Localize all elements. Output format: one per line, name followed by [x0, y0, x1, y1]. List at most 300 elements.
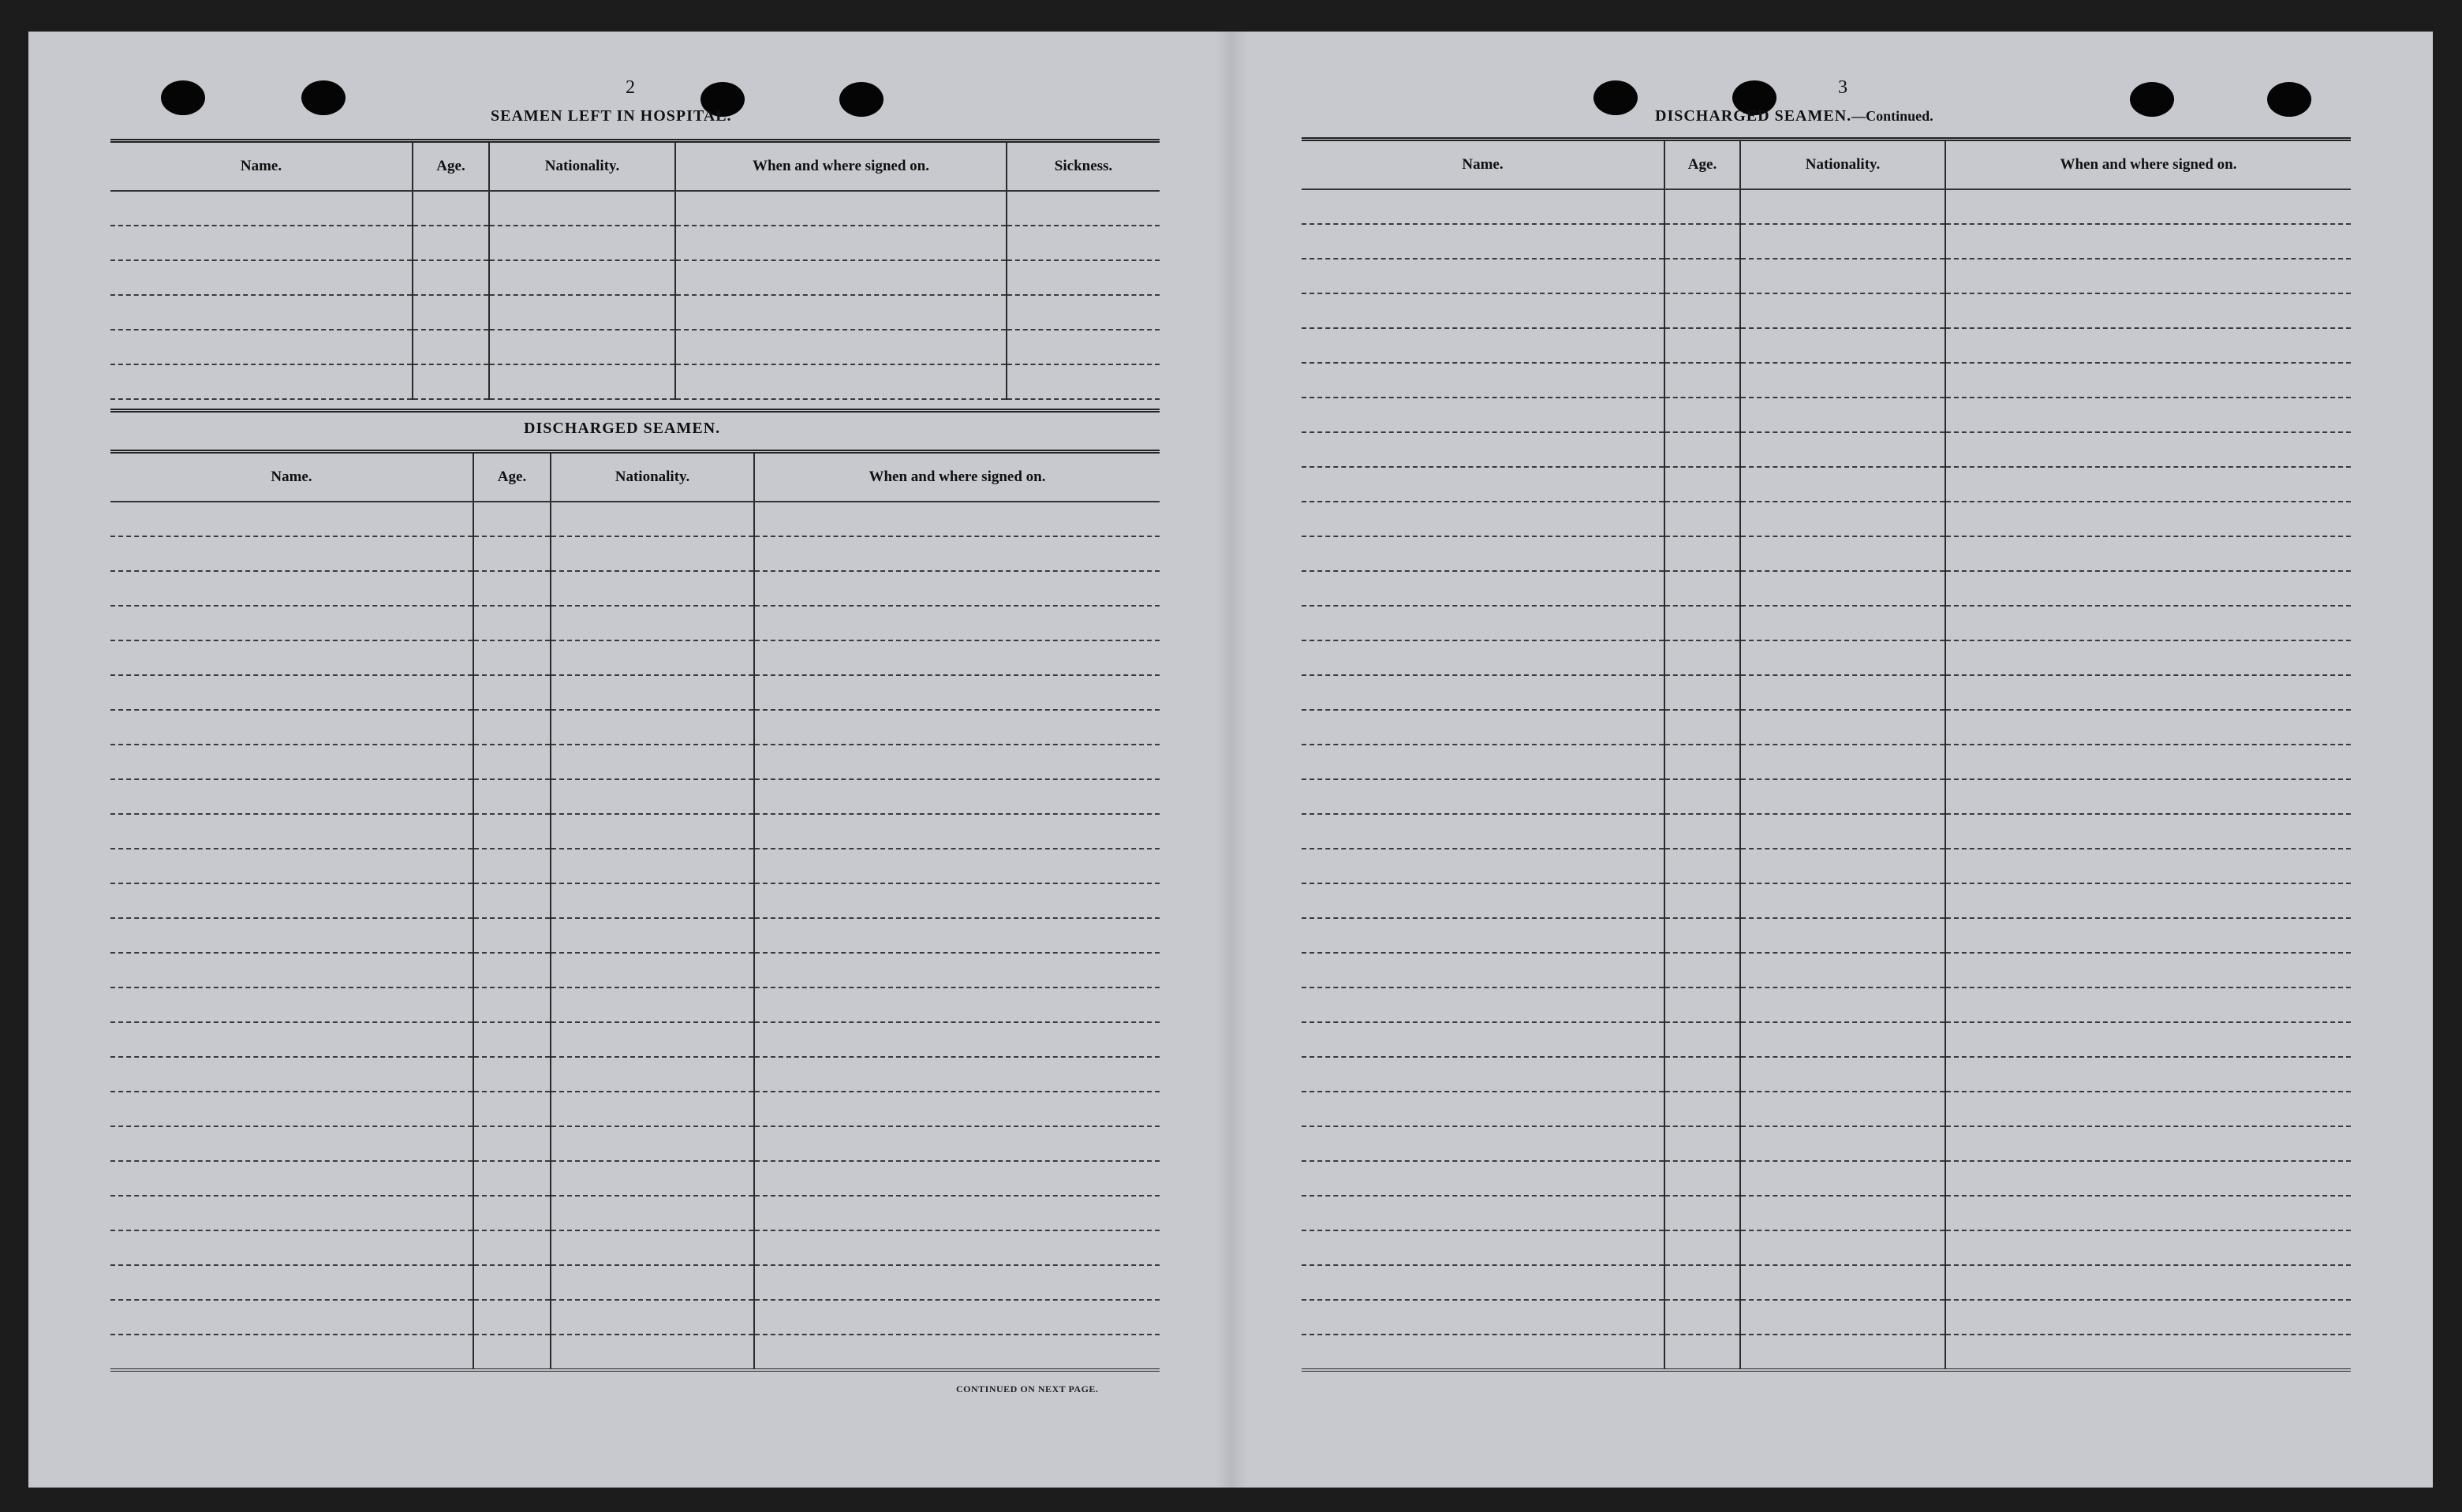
blank-entry-cell	[1740, 953, 1945, 987]
blank-entry-cell	[1664, 918, 1740, 953]
section-title-text: DISCHARGED SEAMEN.	[1655, 107, 1852, 125]
blank-entry-cell	[1945, 1196, 2351, 1230]
blank-entry-cell	[413, 226, 489, 260]
table-row	[110, 571, 1160, 606]
blank-entry-cell	[473, 675, 551, 710]
blank-entry-cell	[110, 606, 473, 640]
blank-entry-cell	[110, 330, 413, 364]
table-row	[1302, 502, 2351, 536]
form-spread	[28, 32, 2433, 1488]
table-row	[1302, 1196, 2351, 1230]
blank-entry-cell	[413, 364, 489, 399]
table-row	[1302, 918, 2351, 953]
table-row	[1302, 1265, 2351, 1300]
blank-entry-cell	[551, 675, 754, 710]
blank-entry-cell	[1007, 260, 1160, 295]
blank-entry-cell	[551, 883, 754, 918]
blank-entry-cell	[754, 536, 1160, 571]
table-row	[110, 1196, 1160, 1230]
blank-entry-cell	[1740, 883, 1945, 918]
table-row	[1302, 987, 2351, 1022]
blank-entry-cell	[1740, 1335, 1945, 1370]
blank-entry-cell	[1945, 1265, 2351, 1300]
hospital-table	[110, 139, 1160, 400]
blank-entry-cell	[473, 1126, 551, 1161]
blank-entry-cell	[1664, 224, 1740, 259]
blank-entry-cell	[1740, 1092, 1945, 1126]
blank-entry-cell	[1302, 1230, 1664, 1265]
blank-entry-cell	[1740, 224, 1945, 259]
blank-entry-cell	[551, 1092, 754, 1126]
blank-entry-cell	[1664, 1126, 1740, 1161]
table-row	[1302, 363, 2351, 398]
blank-entry-cell	[1945, 814, 2351, 849]
blank-entry-cell	[1664, 432, 1740, 467]
blank-entry-cell	[1945, 1335, 2351, 1370]
blank-entry-cell	[1302, 189, 1664, 224]
blank-entry-cell	[675, 226, 1007, 260]
blank-entry-cell	[551, 779, 754, 814]
blank-entry-cell	[1302, 987, 1664, 1022]
blank-entry-cell	[1302, 953, 1664, 987]
blank-entry-cell	[1945, 189, 2351, 224]
column-header: Nationality.	[489, 141, 675, 192]
section-rule	[110, 409, 1160, 413]
blank-entry-cell	[1664, 987, 1740, 1022]
right-page	[1231, 32, 2433, 1488]
blank-entry-cell	[1740, 675, 1945, 710]
blank-entry-cell	[1302, 1196, 1664, 1230]
blank-entry-cell	[551, 1022, 754, 1057]
blank-entry-cell	[473, 536, 551, 571]
blank-entry-cell	[675, 330, 1007, 364]
blank-entry-cell	[551, 745, 754, 779]
table-row	[1302, 1300, 2351, 1335]
table-row	[1302, 814, 2351, 849]
blank-entry-cell	[1302, 328, 1664, 363]
blank-entry-cell	[110, 571, 473, 606]
blank-entry-cell	[110, 260, 413, 295]
blank-entry-cell	[1302, 1126, 1664, 1161]
blank-entry-cell	[551, 571, 754, 606]
blank-entry-cell	[1302, 606, 1664, 640]
blank-entry-cell	[1302, 918, 1664, 953]
blank-entry-cell	[1740, 814, 1945, 849]
blank-entry-cell	[110, 502, 473, 536]
table-row	[1302, 849, 2351, 883]
blank-entry-cell	[1302, 1265, 1664, 1300]
page-number: 2	[626, 77, 635, 98]
table-row	[110, 606, 1160, 640]
blank-entry-cell	[1740, 328, 1945, 363]
blank-entry-cell	[110, 1300, 473, 1335]
blank-entry-cell	[473, 1022, 551, 1057]
blank-entry-cell	[1664, 1161, 1740, 1196]
blank-entry-cell	[413, 295, 489, 330]
blank-entry-cell	[551, 1161, 754, 1196]
blank-entry-cell	[489, 330, 675, 364]
blank-entry-cell	[754, 1196, 1160, 1230]
blank-entry-cell	[1740, 710, 1945, 745]
hospital-section-title: SEAMEN LEFT IN HOSPITAL.	[491, 107, 732, 125]
table-row	[110, 814, 1160, 849]
blank-entry-cell	[1664, 571, 1740, 606]
blank-entry-cell	[110, 295, 413, 330]
blank-entry-cell	[1945, 779, 2351, 814]
discharged-continued-table	[1302, 137, 2351, 1372]
column-header: Sickness.	[1007, 141, 1160, 192]
blank-entry-cell	[754, 745, 1160, 779]
blank-entry-cell	[551, 1196, 754, 1230]
blank-entry-cell	[754, 1230, 1160, 1265]
table-row	[1302, 224, 2351, 259]
table-row	[1302, 883, 2351, 918]
blank-entry-cell	[1664, 640, 1740, 675]
blank-entry-cell	[1302, 398, 1664, 432]
blank-entry-cell	[675, 260, 1007, 295]
left-page	[28, 32, 1231, 1488]
table-row	[1302, 640, 2351, 675]
blank-entry-cell	[110, 675, 473, 710]
blank-entry-cell	[754, 640, 1160, 675]
blank-entry-cell	[1664, 1092, 1740, 1126]
blank-entry-cell	[1302, 502, 1664, 536]
blank-entry-cell	[1740, 571, 1945, 606]
blank-entry-cell	[754, 1300, 1160, 1335]
blank-entry-cell	[551, 918, 754, 953]
blank-entry-cell	[110, 745, 473, 779]
blank-entry-cell	[1302, 536, 1664, 571]
blank-entry-cell	[551, 987, 754, 1022]
blank-entry-cell	[1945, 1161, 2351, 1196]
blank-entry-cell	[1740, 606, 1945, 640]
blank-entry-cell	[473, 987, 551, 1022]
blank-entry-cell	[1302, 779, 1664, 814]
blank-entry-cell	[110, 1057, 473, 1092]
blank-entry-cell	[1302, 849, 1664, 883]
table-row	[110, 330, 1160, 364]
blank-entry-cell	[473, 1300, 551, 1335]
blank-entry-cell	[110, 1230, 473, 1265]
table-row	[1302, 779, 2351, 814]
blank-entry-cell	[1664, 536, 1740, 571]
blank-entry-cell	[1740, 259, 1945, 293]
blank-entry-cell	[1945, 918, 2351, 953]
blank-entry-cell	[754, 1057, 1160, 1092]
table-row	[1302, 536, 2351, 571]
table-row	[110, 295, 1160, 330]
blank-entry-cell	[1945, 1057, 2351, 1092]
blank-entry-cell	[1945, 640, 2351, 675]
table-row	[110, 1265, 1160, 1300]
blank-entry-cell	[1664, 293, 1740, 328]
table-row	[110, 1161, 1160, 1196]
blank-entry-cell	[413, 260, 489, 295]
blank-entry-cell	[489, 364, 675, 399]
blank-entry-cell	[754, 571, 1160, 606]
blank-entry-cell	[473, 1335, 551, 1370]
blank-entry-cell	[489, 226, 675, 260]
table-row	[1302, 1230, 2351, 1265]
blank-entry-cell	[473, 1161, 551, 1196]
column-header: Name.	[110, 141, 413, 192]
blank-entry-cell	[1945, 293, 2351, 328]
blank-entry-cell	[1740, 918, 1945, 953]
blank-entry-cell	[754, 814, 1160, 849]
blank-entry-cell	[1945, 1300, 2351, 1335]
punch-hole	[2130, 82, 2174, 117]
blank-entry-cell	[473, 745, 551, 779]
blank-entry-cell	[551, 1335, 754, 1370]
blank-entry-cell	[1302, 675, 1664, 710]
page-number: 3	[1838, 77, 1847, 98]
blank-entry-cell	[1664, 675, 1740, 710]
blank-entry-cell	[1945, 849, 2351, 883]
blank-entry-cell	[754, 953, 1160, 987]
blank-entry-cell	[1302, 1022, 1664, 1057]
blank-entry-cell	[473, 640, 551, 675]
table-row	[1302, 745, 2351, 779]
blank-entry-cell	[1740, 1265, 1945, 1300]
blank-entry-cell	[1740, 502, 1945, 536]
table-row	[1302, 571, 2351, 606]
blank-entry-cell	[110, 1265, 473, 1300]
table-row	[110, 883, 1160, 918]
blank-entry-cell	[1945, 536, 2351, 571]
table-row	[1302, 1126, 2351, 1161]
blank-entry-cell	[754, 1022, 1160, 1057]
blank-entry-cell	[1302, 710, 1664, 745]
blank-entry-cell	[1664, 1265, 1740, 1300]
blank-entry-cell	[110, 191, 413, 226]
discharged-section-title: DISCHARGED SEAMEN.	[524, 420, 721, 437]
blank-entry-cell	[110, 710, 473, 745]
blank-entry-cell	[1740, 849, 1945, 883]
blank-entry-cell	[1945, 363, 2351, 398]
section-title-suffix: —Continued.	[1851, 108, 1933, 124]
blank-entry-cell	[1945, 224, 2351, 259]
column-header: When and where signed on.	[675, 141, 1007, 192]
blank-entry-cell	[489, 260, 675, 295]
blank-entry-cell	[754, 987, 1160, 1022]
blank-entry-cell	[473, 779, 551, 814]
blank-entry-cell	[1664, 502, 1740, 536]
table-row	[1302, 1057, 2351, 1092]
table-row	[1302, 189, 2351, 224]
blank-entry-cell	[473, 1092, 551, 1126]
blank-entry-cell	[110, 1196, 473, 1230]
blank-entry-cell	[1740, 398, 1945, 432]
blank-entry-cell	[551, 814, 754, 849]
blank-entry-cell	[1664, 779, 1740, 814]
punch-hole	[301, 80, 346, 115]
blank-entry-cell	[1945, 571, 2351, 606]
blank-entry-cell	[473, 1196, 551, 1230]
blank-entry-cell	[1664, 1196, 1740, 1230]
table-row	[1302, 259, 2351, 293]
blank-entry-cell	[1664, 1022, 1740, 1057]
table-row	[110, 191, 1160, 226]
blank-entry-cell	[551, 606, 754, 640]
blank-entry-cell	[1740, 293, 1945, 328]
blank-entry-cell	[110, 953, 473, 987]
table-row	[1302, 606, 2351, 640]
blank-entry-cell	[1007, 226, 1160, 260]
blank-entry-cell	[675, 364, 1007, 399]
blank-entry-cell	[1302, 1092, 1664, 1126]
punch-hole	[1593, 80, 1638, 115]
blank-entry-cell	[551, 1057, 754, 1092]
blank-entry-cell	[551, 849, 754, 883]
blank-entry-cell	[754, 1265, 1160, 1300]
blank-entry-cell	[473, 1265, 551, 1300]
blank-entry-cell	[1664, 1335, 1740, 1370]
blank-entry-cell	[110, 536, 473, 571]
blank-entry-cell	[1664, 1230, 1740, 1265]
blank-entry-cell	[473, 502, 551, 536]
continued-note: CONTINUED ON NEXT PAGE.	[956, 1383, 1099, 1394]
blank-entry-cell	[110, 1335, 473, 1370]
punch-hole	[161, 80, 205, 115]
blank-entry-cell	[110, 226, 413, 260]
blank-entry-cell	[754, 1126, 1160, 1161]
blank-entry-cell	[110, 814, 473, 849]
blank-entry-cell	[1302, 259, 1664, 293]
blank-entry-cell	[1740, 987, 1945, 1022]
table-row	[1302, 467, 2351, 502]
table-row	[110, 953, 1160, 987]
blank-entry-cell	[110, 883, 473, 918]
column-header: Nationality.	[1740, 140, 1945, 190]
blank-entry-cell	[1740, 1161, 1945, 1196]
blank-entry-cell	[754, 883, 1160, 918]
blank-entry-cell	[1664, 710, 1740, 745]
blank-entry-cell	[110, 1022, 473, 1057]
blank-entry-cell	[110, 918, 473, 953]
blank-entry-cell	[1740, 1022, 1945, 1057]
punch-hole	[839, 82, 884, 117]
blank-entry-cell	[1302, 571, 1664, 606]
blank-entry-cell	[473, 1230, 551, 1265]
blank-entry-cell	[473, 571, 551, 606]
blank-entry-cell	[1007, 330, 1160, 364]
blank-entry-cell	[1740, 1196, 1945, 1230]
column-header: When and where signed on.	[754, 452, 1160, 502]
blank-entry-cell	[1740, 432, 1945, 467]
blank-entry-cell	[551, 1300, 754, 1335]
table-row	[110, 1057, 1160, 1092]
blank-entry-cell	[473, 710, 551, 745]
blank-entry-cell	[1664, 883, 1740, 918]
blank-entry-cell	[110, 1126, 473, 1161]
blank-entry-cell	[551, 536, 754, 571]
discharged-table	[110, 450, 1160, 1372]
blank-entry-cell	[1302, 363, 1664, 398]
blank-entry-cell	[1302, 467, 1664, 502]
blank-entry-cell	[1945, 606, 2351, 640]
table-row	[110, 987, 1160, 1022]
table-row	[1302, 1335, 2351, 1370]
blank-entry-cell	[413, 330, 489, 364]
blank-entry-cell	[1945, 1092, 2351, 1126]
blank-entry-cell	[110, 1161, 473, 1196]
blank-entry-cell	[1664, 259, 1740, 293]
column-header: Age.	[413, 141, 489, 192]
blank-entry-cell	[110, 779, 473, 814]
table-row	[1302, 1092, 2351, 1126]
blank-entry-cell	[489, 295, 675, 330]
blank-entry-cell	[1664, 363, 1740, 398]
blank-entry-cell	[1740, 363, 1945, 398]
table-row	[110, 1092, 1160, 1126]
table-row	[1302, 1022, 2351, 1057]
blank-entry-cell	[1302, 640, 1664, 675]
blank-entry-cell	[1664, 1300, 1740, 1335]
blank-entry-cell	[473, 1057, 551, 1092]
table-row	[110, 1335, 1160, 1370]
table-row	[110, 364, 1160, 399]
column-header: When and where signed on.	[1945, 140, 2351, 190]
blank-entry-cell	[1664, 1057, 1740, 1092]
table-row	[110, 1126, 1160, 1161]
blank-entry-cell	[754, 710, 1160, 745]
blank-entry-cell	[754, 849, 1160, 883]
table-row	[1302, 953, 2351, 987]
table-row	[1302, 432, 2351, 467]
column-header: Nationality.	[551, 452, 754, 502]
blank-entry-cell	[1740, 640, 1945, 675]
blank-entry-cell	[1664, 814, 1740, 849]
table-row	[110, 536, 1160, 571]
table-row	[1302, 398, 2351, 432]
table-row	[110, 779, 1160, 814]
blank-entry-cell	[1302, 224, 1664, 259]
blank-entry-cell	[473, 849, 551, 883]
blank-entry-cell	[473, 953, 551, 987]
blank-entry-cell	[1302, 1335, 1664, 1370]
blank-entry-cell	[1945, 883, 2351, 918]
blank-entry-cell	[1302, 1300, 1664, 1335]
blank-entry-cell	[675, 295, 1007, 330]
blank-entry-cell	[1740, 467, 1945, 502]
table-row	[110, 502, 1160, 536]
table-row	[1302, 710, 2351, 745]
blank-entry-cell	[551, 1265, 754, 1300]
blank-entry-cell	[754, 779, 1160, 814]
blank-entry-cell	[1007, 295, 1160, 330]
table-row	[110, 849, 1160, 883]
column-header: Age.	[1664, 140, 1740, 190]
blank-entry-cell	[1740, 779, 1945, 814]
blank-entry-cell	[1945, 467, 2351, 502]
blank-entry-cell	[1945, 710, 2351, 745]
blank-entry-cell	[1740, 1057, 1945, 1092]
blank-entry-cell	[1945, 953, 2351, 987]
column-header: Name.	[1302, 140, 1664, 190]
column-header: Age.	[473, 452, 551, 502]
blank-entry-cell	[1945, 398, 2351, 432]
table-row	[110, 745, 1160, 779]
table-row	[110, 1022, 1160, 1057]
blank-entry-cell	[551, 502, 754, 536]
blank-entry-cell	[1302, 814, 1664, 849]
blank-entry-cell	[1945, 502, 2351, 536]
blank-entry-cell	[1945, 432, 2351, 467]
blank-entry-cell	[1664, 953, 1740, 987]
blank-entry-cell	[551, 953, 754, 987]
table-row	[110, 226, 1160, 260]
table-row	[1302, 675, 2351, 710]
